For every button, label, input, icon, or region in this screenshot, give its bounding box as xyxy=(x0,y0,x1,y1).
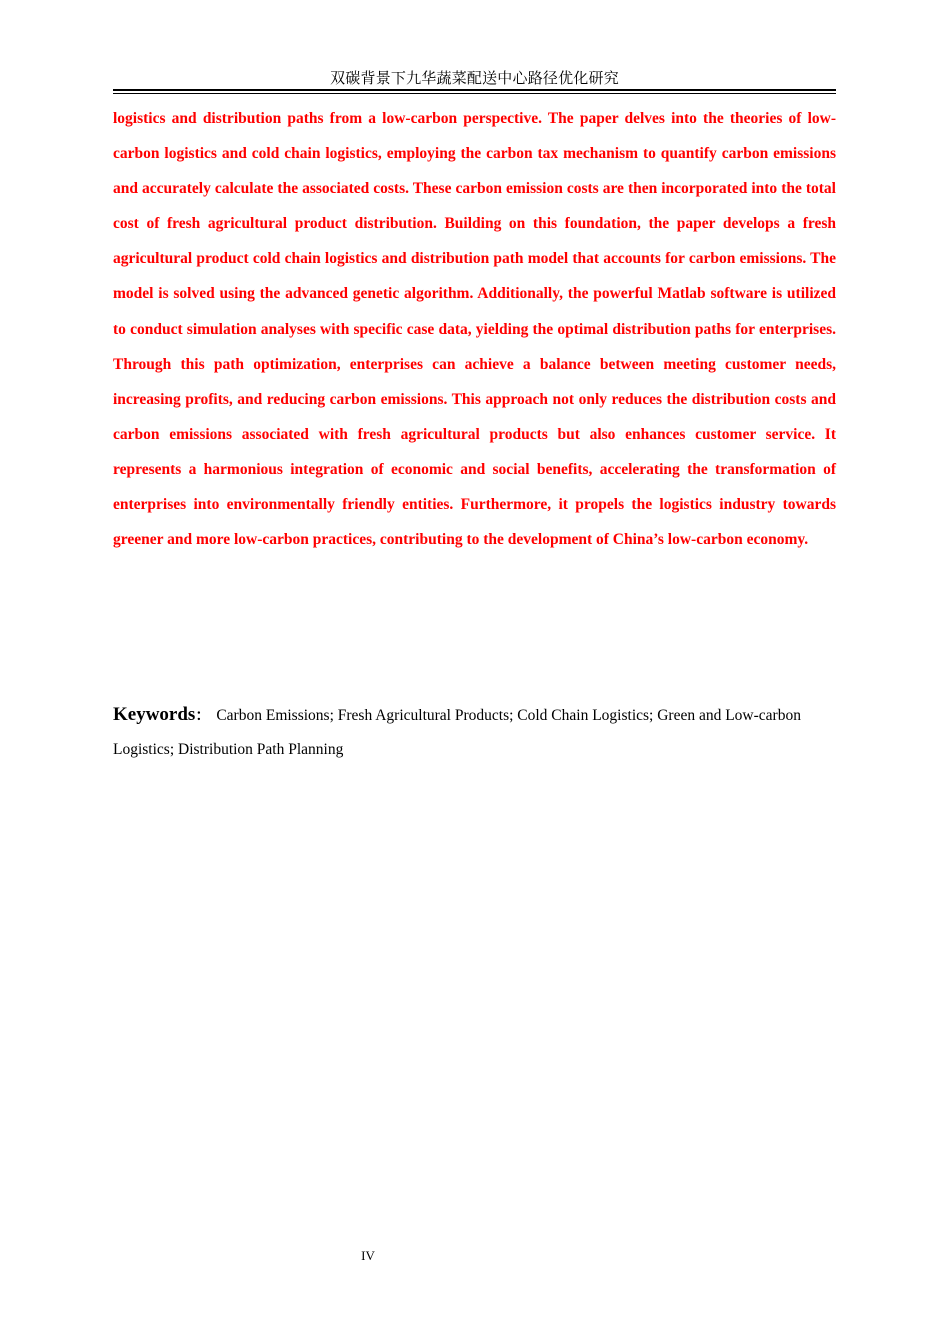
running-header-title: 双碳背景下九华蔬菜配送中心路径优化研究 xyxy=(330,69,619,87)
keywords-text: Carbon Emissions; Fresh Agricultural Products; Cold Chain Logistics; Green and Low-carbon Logistics; Distribution Path Planning xyxy=(113,707,801,758)
page-number: IV xyxy=(361,1248,375,1263)
keywords-separator: ： xyxy=(195,708,211,724)
keywords-label: Keywords xyxy=(113,704,196,725)
header-rule-thin xyxy=(113,93,836,94)
abstract-body-text: logistics and distribution paths from a low-carbon perspective. The paper delves into the theories of low-carbon logistics and cold chain logistics, employing the carbon tax mechanism to quantify carbon emissions and accurately calculate the associated costs. These carbon emission costs are then incorporated into the total cost of fresh agricultural product distribution. Building on this foundation, the paper develops a fresh agricultural product cold chain logistics and distribution path model that accounts for carbon emissions. The model is solved using the advanced genetic algorithm. Additionally, the powerful Matlab software is utilized to conduct simulation analyses with specific case data, yielding the optimal distribution paths for enterprises. Through this path optimization, enterprises can achieve a balance between meeting customer needs, increasing profits, and reducing carbon emissions. This approach not only reduces the distribution costs and carbon emissions associated with fresh agricultural products but also enhances customer service. It represents a harmonious integration of economic and social benefits, accelerating the transformation of enterprises into environmentally friendly entities. Furthermore, it propels the logistics industry towards greener and more low-carbon practices, contributing to the development of China’s low-carbon economy. xyxy=(113,110,836,549)
keywords-block xyxy=(113,698,813,767)
header-rule-thick xyxy=(113,89,836,91)
